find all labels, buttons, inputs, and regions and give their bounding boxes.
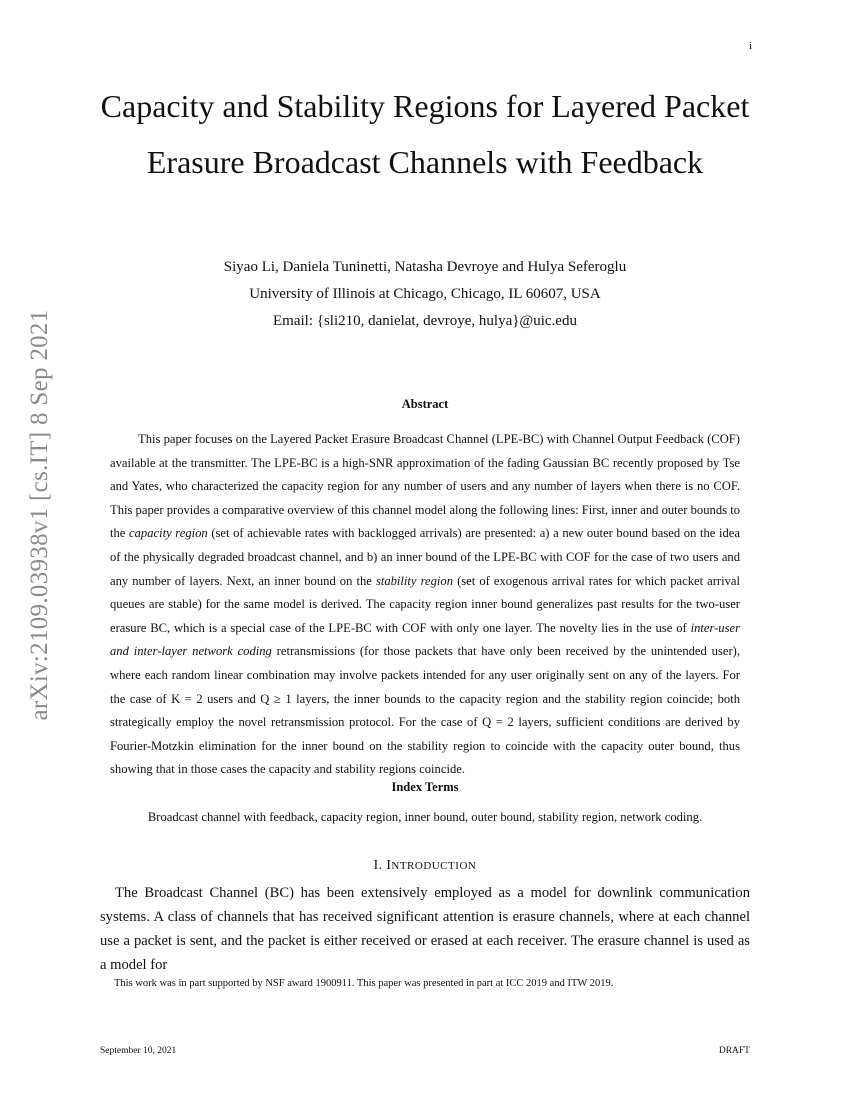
introduction-paragraph: The Broadcast Channel (BC) has been extensively employed as a model for downlink communication systems. A class of channels that has received significant attention is erasure channels, where at each channel use a packet is sent, and the packet is either received or erased at each receiver. The erasure channel is used as a model for: [100, 885, 750, 973]
abstract-part: retransmissions (for those packets that have only been received by the unintended user), where each random linear combination may involve packets intended for any user originally sent on any of the layers. For the case of K = 2 users and Q ≥ 1 layers, the inner bounds to the capacity region and the stability region coincide; both strategically employ the novel retransmission protocol. For the case of Q = 2 layers, sufficient conditions are derived by Fourier-Motzkin elimination for the inner bound on the stability region to coincide with the capacity outer bound, thus showing that in those cases the capacity and stability regions coincide.: [110, 644, 740, 777]
section-number: I.: [373, 857, 387, 872]
authors: Siyao Li, Daniela Tuninetti, Natasha Devroye and Hulya Seferoglu: [223, 259, 627, 275]
abstract-emphasis: inter-user and inter-layer network coding: [110, 620, 740, 659]
section-first-letter: I: [386, 857, 392, 872]
index-terms-heading: Index Terms: [391, 780, 459, 794]
footer-date: September 10, 2021: [100, 1046, 177, 1056]
abstract-part: (set of exogenous arrival rates for which packet arrival queues are stable) for the same model is derived. The capacity region inner bound generalizes past results for the two-user erasure BC, which is a special case of the LPE-BC with COF with only one layer. The novelty lies in the use of: [110, 573, 741, 635]
abstract-emphasis: capacity region: [129, 526, 208, 541]
abstract-part: (set of achievable rates with backlogged arrivals) are presented: a) a new outer bound based on the idea of the physically degraded broadcast channel, and b) an inner bound of the LPE-BC with COF for the case of two users and any number of layers. Next, an inner bound on the: [110, 526, 740, 588]
abstract-heading: Abstract: [401, 397, 449, 411]
footer-draft: DRAFT: [718, 1046, 750, 1056]
section-heading: [100, 857, 750, 873]
author-block: [100, 254, 750, 335]
arxiv-identifier: arXiv:2109.03938v1 [cs.IT] 8 Sep 2021: [26, 309, 53, 721]
index-terms: Broadcast channel with feedback, capacity region, inner bound, outer bound, stability region, network coding.: [147, 810, 703, 824]
paper-title: Capacity and Stability Regions for Layered Packet Erasure Broadcast Channels with Feedback: [100, 88, 750, 180]
section-title-rest: NTRODUCTION: [391, 860, 477, 872]
abstract-text: [110, 428, 740, 782]
email: Email: {sli210, danielat, devroye, hulya}@uic.edu: [273, 313, 577, 329]
affiliation: University of Illinois at Chicago, Chicago, IL 60607, USA: [249, 286, 601, 302]
abstract-emphasis: stability region: [375, 573, 454, 588]
abstract-part: This paper focuses on the Layered Packet Erasure Broadcast Channel (LPE-BC) with Channel Output Feedback (COF) available at the transmitter. The LPE-BC is a high-SNR approximation of the fading Gaussian BC recently proposed by Tse and Yates, who characterized the capacity region for any number of users and any number of layers when there is no COF. This paper provides a comparative overview of this channel model along the following lines: First, inner and outer bounds to the: [110, 432, 740, 541]
page-number: i: [748, 40, 752, 52]
footnote: This work was in part supported by NSF award 1900911. This paper was presented in part at ICC 2019 and ITW 2019.: [114, 978, 614, 989]
